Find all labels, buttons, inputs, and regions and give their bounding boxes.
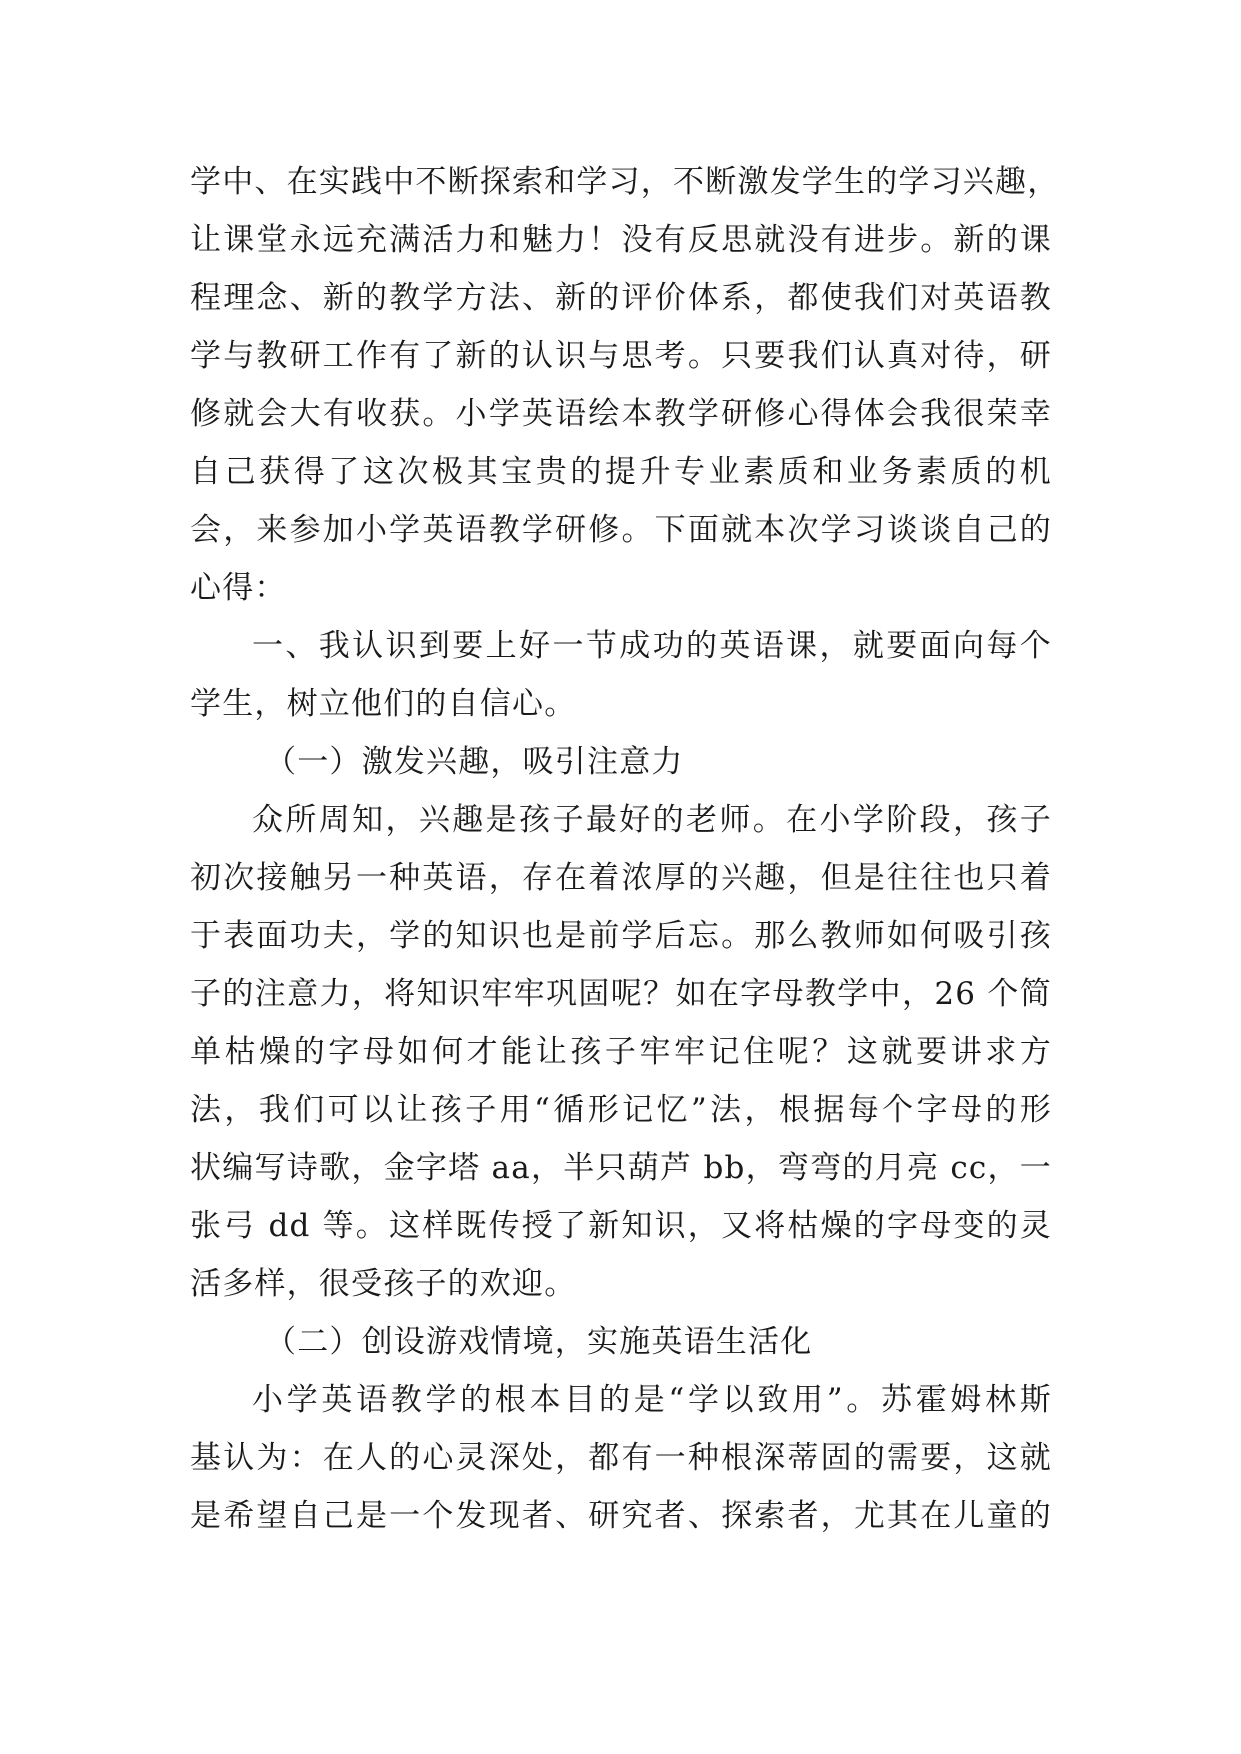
section-heading-line: 学生，树立他们的自信心。 — [190, 686, 577, 722]
body-text-line: 心得： — [190, 570, 287, 606]
subsection-heading: （二）创设游戏情境，实施英语生活化 — [265, 1324, 813, 1360]
body-text-line: 让课堂永远充满活力和魅力！没有反思就没有进步。新的课 — [190, 222, 1052, 258]
section-heading-line: 一、我认识到要上好一节成功的英语课，就要面向每个 — [252, 628, 1052, 664]
body-text-line: 众所周知，兴趣是孩子最好的老师。在小学阶段，孩子 — [252, 802, 1052, 838]
body-text-line: 程理念、新的教学方法、新的评价体系，都使我们对英语教 — [190, 280, 1052, 316]
subsection-heading: （一）激发兴趣，吸引注意力 — [265, 744, 684, 780]
body-text-line: 活多样，很受孩子的欢迎。 — [190, 1266, 577, 1302]
body-text-line: 修就会大有收获。小学英语绘本教学研修心得体会我很荣幸 — [190, 396, 1052, 432]
body-text-line: 法，我们可以让孩子用“循形记忆”法，根据每个字母的形 — [190, 1092, 1052, 1128]
body-text-line: 是希望自己是一个发现者、研究者、探索者，尤其在儿童的 — [190, 1498, 1052, 1534]
body-text-line: 学中、在实践中不断探索和学习，不断激发学生的学习兴趣， — [190, 164, 1060, 200]
body-text-line: 初次接触另一种英语，存在着浓厚的兴趣，但是往往也只着 — [190, 860, 1052, 896]
body-text-line: 基认为：在人的心灵深处，都有一种根深蒂固的需要，这就 — [190, 1440, 1052, 1476]
body-text-line: 张弓 dd 等。这样既传授了新知识，又将枯燥的字母变的灵 — [190, 1208, 1052, 1244]
body-text-line: 于表面功夫，学的知识也是前学后忘。那么教师如何吸引孩 — [190, 918, 1052, 954]
body-text-line: 状编写诗歌，金字塔 aa，半只葫芦 bb，弯弯的月亮 cc，一 — [190, 1150, 1052, 1186]
body-text-line: 子的注意力，将知识牢牢巩固呢？如在字母教学中，26 个简 — [190, 976, 1052, 1012]
body-text-line: 单枯燥的字母如何才能让孩子牢牢记住呢？这就要讲求方 — [190, 1034, 1052, 1070]
body-text-line: 自己获得了这次极其宝贵的提升专业素质和业务素质的机 — [190, 454, 1052, 490]
body-text-line: 学与教研工作有了新的认识与思考。只要我们认真对待，研 — [190, 338, 1052, 374]
body-text-line: 会，来参加小学英语教学研修。下面就本次学习谈谈自己的 — [190, 512, 1052, 548]
body-text-line: 小学英语教学的根本目的是“学以致用”。苏霍姆林斯 — [252, 1382, 1052, 1418]
